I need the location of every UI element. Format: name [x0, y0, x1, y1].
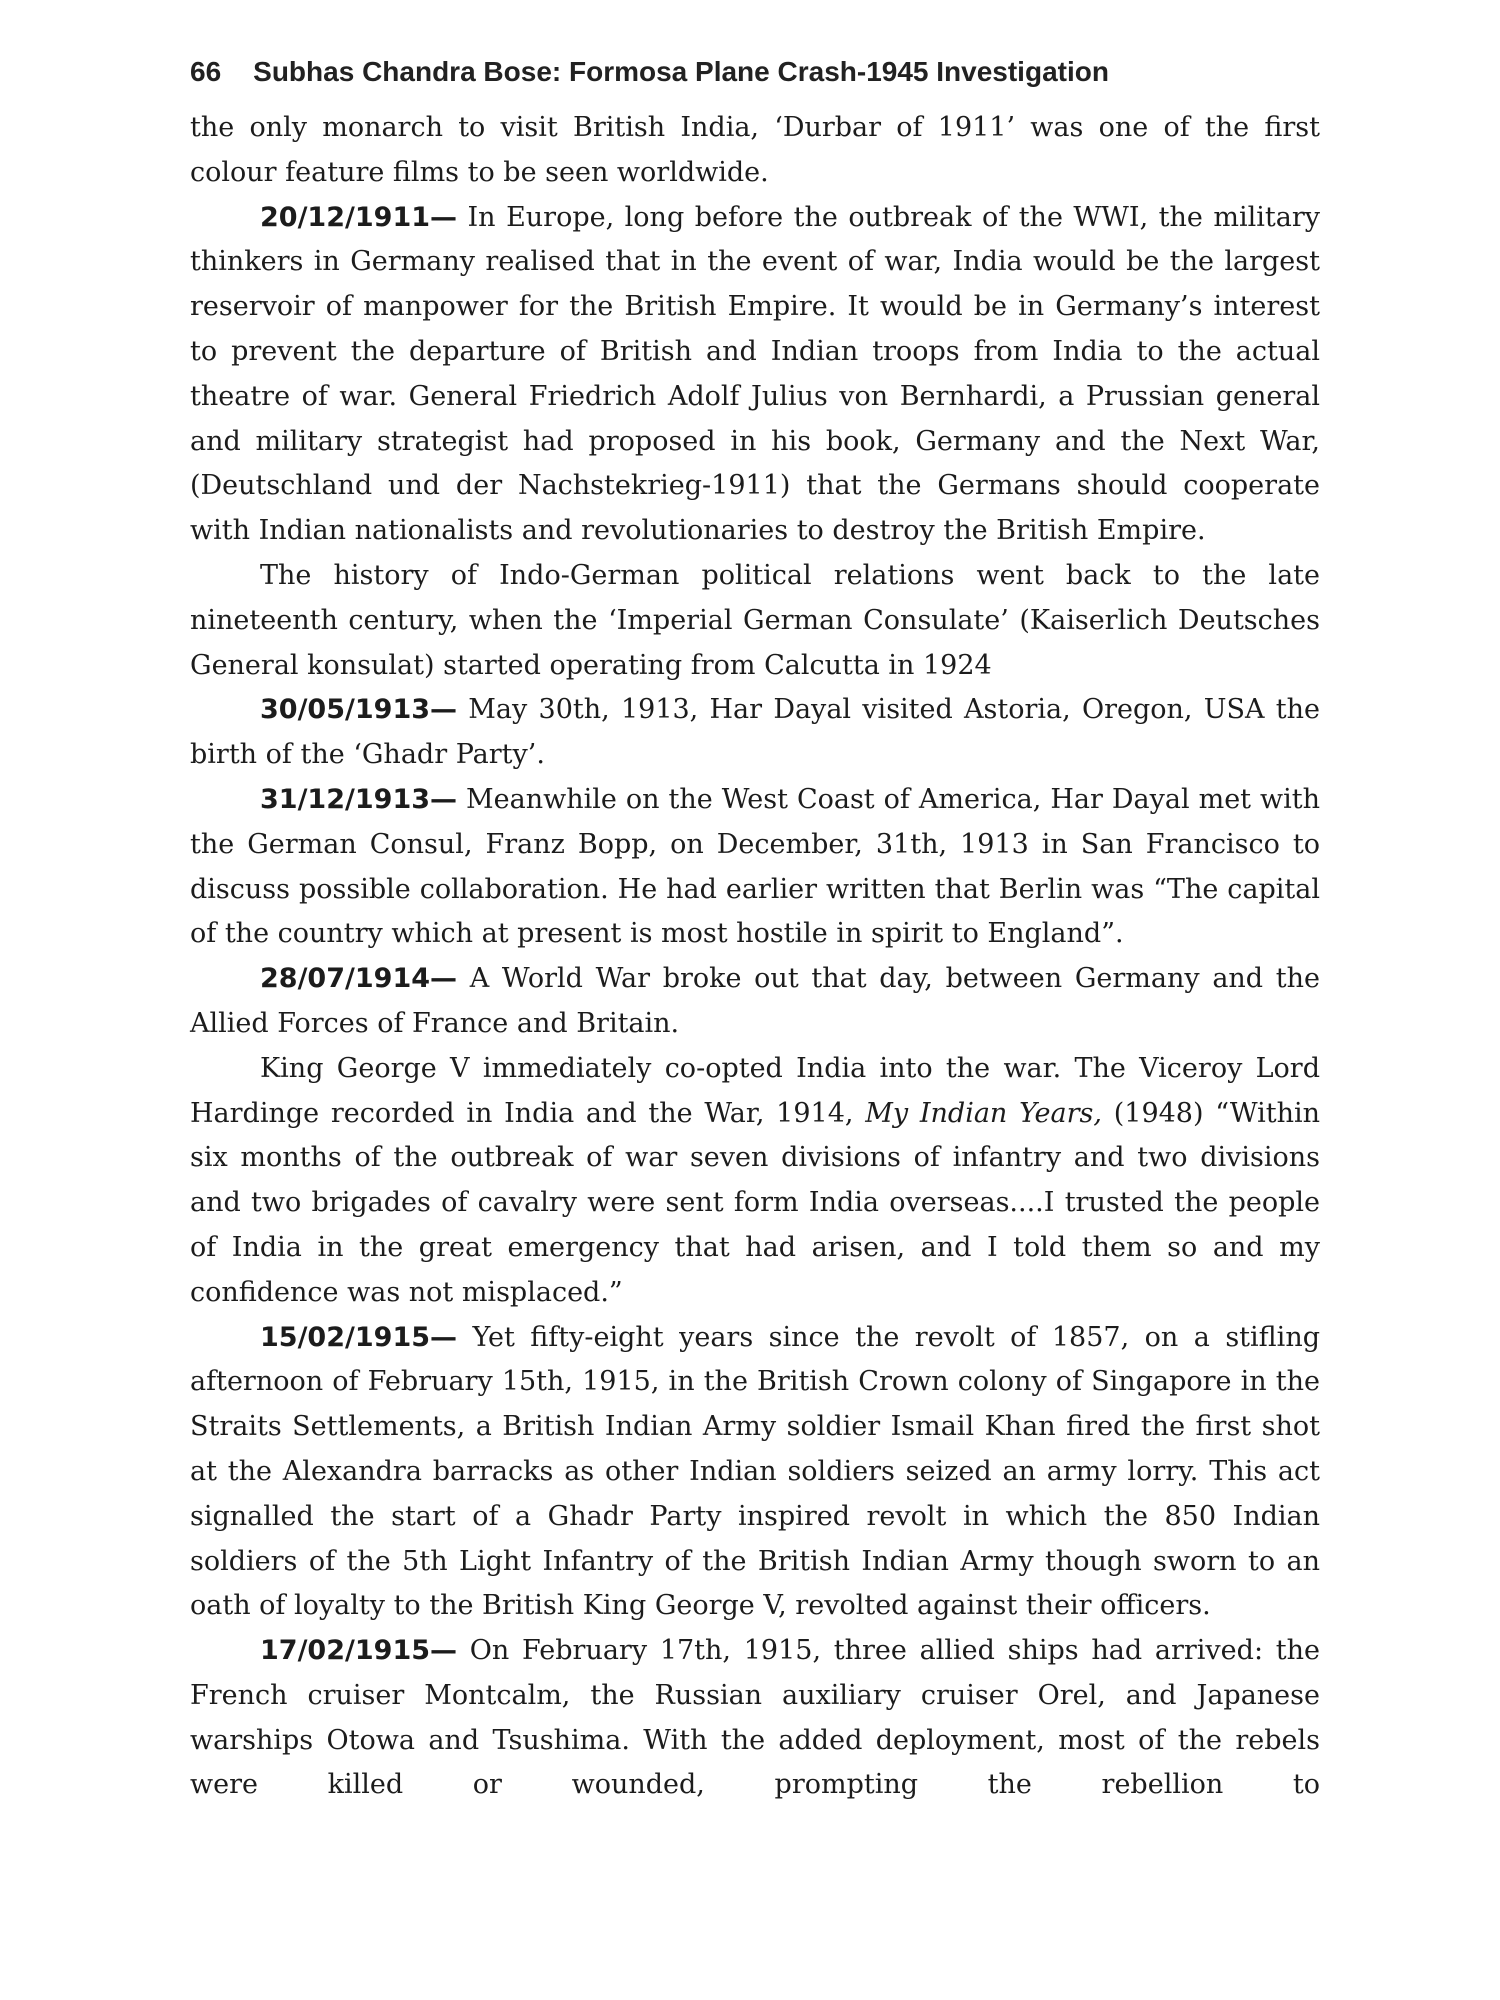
entry-text: A World War broke out that day, between Germany and the Allied Forces of France and Britain.	[190, 963, 1320, 1039]
paragraph-text: (1948) “Within six months of the outbreak of war seven divisions of infantry and two divisions and two brigades of cavalry were sent form India overseas....I trusted the people of India in the great emergency that had arisen, and I told them so and my confidence was not misplaced.”	[190, 1097, 1320, 1308]
paragraph-text: King George V immediately co-opted India into the war. The Viceroy Lord Hardinge recorded in India and the War, 1914,	[190, 1052, 1320, 1129]
book-title: Subhas Chandra Bose: Formosa Plane Crash-1945 Investigation	[253, 56, 1109, 87]
entry-1911-12-20	[190, 196, 1320, 554]
entry-1915-02-15	[190, 1316, 1320, 1630]
book-title-italic: My Indian Years,	[865, 1097, 1102, 1129]
entry-date: 28/07/1914—	[260, 963, 458, 995]
entry-text: On February 17th, 1915, three allied ships had arrived: the French cruiser Montcalm, the Russian auxiliary cruiser Orel, and Japanese warships Otowa and Tsushima. With the added deployment, most of the rebels were killed or wounded, prompting the rebellion to	[190, 1635, 1320, 1801]
entry-date: 17/02/1915—	[260, 1635, 458, 1667]
running-head	[190, 52, 1320, 92]
entry-text: May 30th, 1913, Har Dayal visited Astoria, Oregon, USA the birth of the ‘Ghadr Party’.	[190, 694, 1320, 771]
body-text	[190, 106, 1320, 1808]
paragraph-indo-german-history	[190, 554, 1320, 688]
entry-date: 20/12/1911—	[260, 201, 458, 233]
entry-date: 31/12/1913—	[260, 783, 458, 815]
paragraph-text: the only monarch to visit British India, ‘Durbar of 1911’ was one of the first colour feature films to be seen worldwide.	[190, 112, 1320, 188]
entry-text: Yet fifty-eight years since the revolt of 1857, on a stifling afternoon of February 15th, 1915, in the British Crown colony of Singapore in the Straits Settlements, a British Indian Army soldier Ismail Khan fired the first shot at the Alexandra barracks as other Indian soldiers seized an army lorry. This act signalled the start of a Ghadr Party inspired revolt in which the 850 Indian soldiers of the 5th Light Infantry of the British Indian Army though sworn to an oath of loyalty to the British King George V, revolted against their officers.	[190, 1321, 1320, 1622]
paragraph-continuation	[190, 106, 1320, 196]
entry-text: In Europe, long before the outbreak of the WWI, the military thinkers in Germany realised that in the event of war, India would be the largest reservoir of manpower for the British Empire. It would be in Germany’s interest to prevent the departure of British and Indian troops from India to the actual theatre of war. General Friedrich Adolf Julius von Bernhardi, a Prussian general and military strategist had proposed in his book, Germany and the Next War, (Deutschland und der Nachstekrieg-1911) that the Germans should cooperate with Indian nationalists and revolutionaries to destroy the British Empire.	[190, 201, 1320, 547]
entry-1913-05-30	[190, 688, 1320, 778]
page-number: 66	[190, 56, 222, 87]
paragraph-king-george	[190, 1047, 1320, 1316]
entry-1914-07-28	[190, 957, 1320, 1047]
entry-1915-02-17	[190, 1629, 1320, 1808]
book-page	[190, 52, 1320, 1808]
paragraph-text: The history of Indo-German political relations went back to the late nineteenth century, when the ‘Imperial German Consulate’ (Kaiserlich Deutsches General konsulat) started operating from Calcutta in 1924	[190, 559, 1320, 681]
entry-1913-12-31	[190, 778, 1320, 957]
entry-date: 30/05/1913—	[260, 694, 458, 726]
entry-text: Meanwhile on the West Coast of America, Har Dayal met with the German Consul, Franz Bopp, on December, 31th, 1913 in San Francisco to discuss possible collaboration. He had earlier written that Berlin was “The capital of the country which at present is most hostile in spirit to England”.	[190, 783, 1320, 950]
entry-date: 15/02/1915—	[260, 1321, 458, 1353]
